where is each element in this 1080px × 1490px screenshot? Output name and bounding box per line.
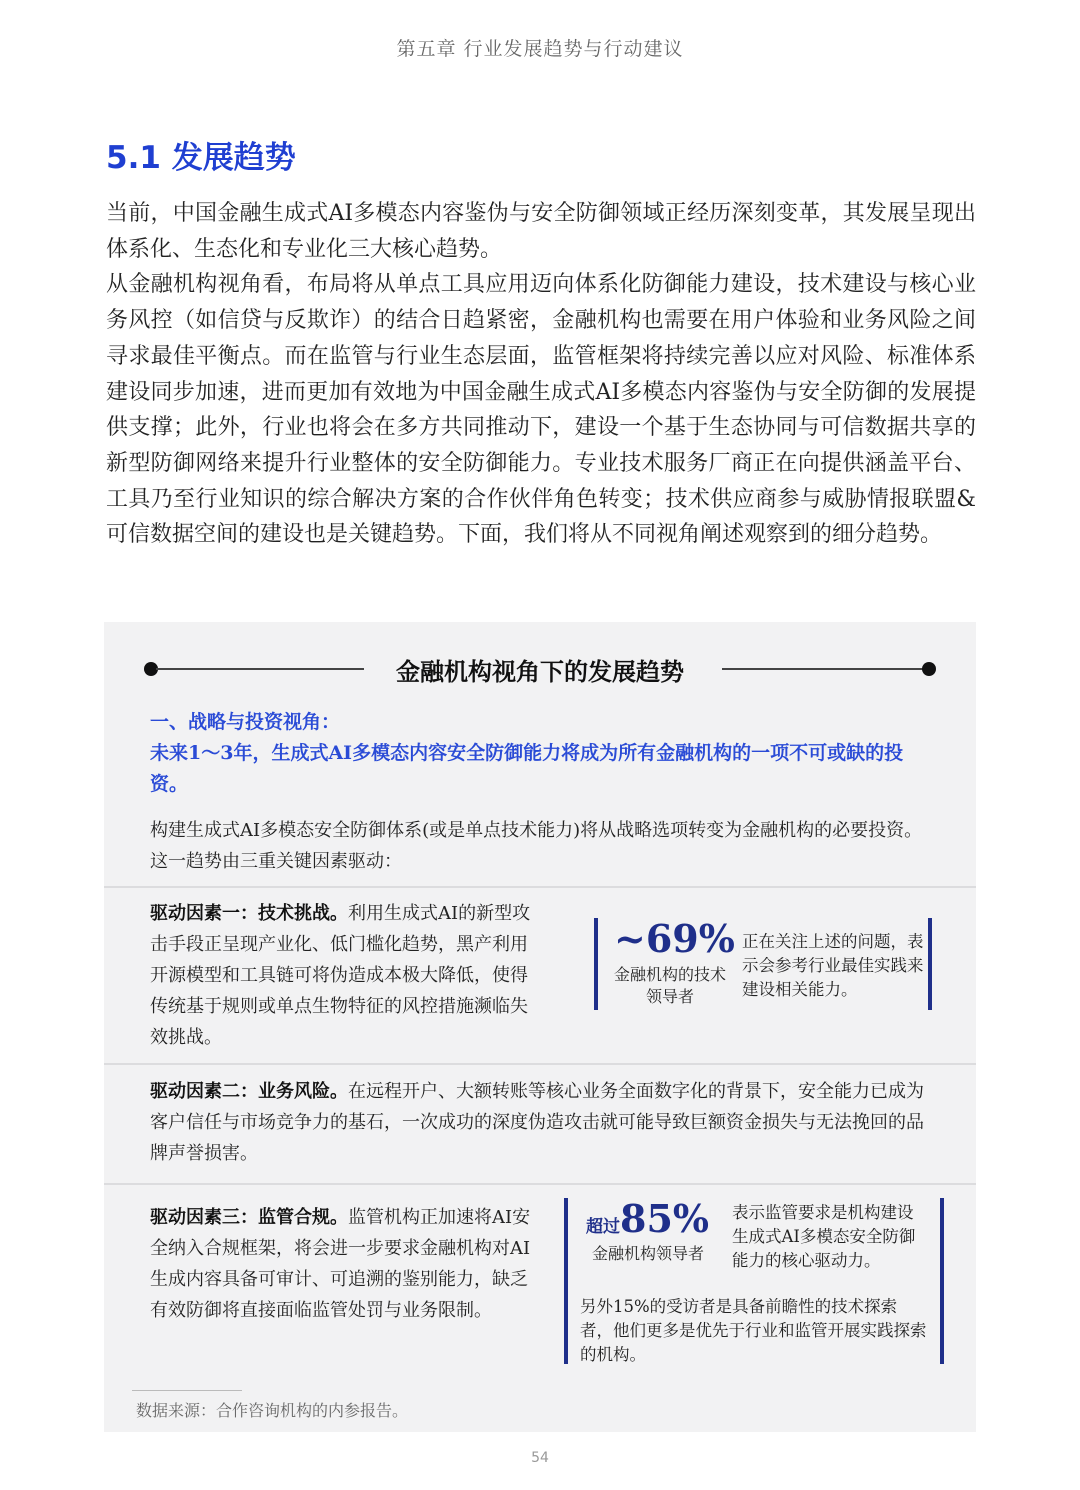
divider bbox=[104, 1183, 976, 1185]
bullet-dot-icon bbox=[922, 662, 936, 676]
chapter-header: 第五章 行业发展趋势与行动建议 bbox=[396, 38, 684, 60]
factor-1 bbox=[150, 898, 542, 1053]
divider bbox=[104, 886, 976, 888]
accent-bar bbox=[594, 918, 598, 1010]
factor-1-text: 利用生成式AI的新型攻击手段正呈现产业化、低门槛化趋势，黑产利用开源模型和工具链可将伪造成本极大降低，使得传统基于规则或单点生物特征的风控措施濒临失效挑战。 bbox=[150, 903, 531, 1048]
intro-text bbox=[106, 196, 976, 553]
factor-1-label: 驱动因素一：技术挑战。 bbox=[150, 903, 348, 924]
accent-bar bbox=[928, 918, 932, 1010]
stat-prefix: ~ bbox=[614, 916, 646, 961]
divider-line bbox=[722, 668, 928, 670]
stat-caption: 金融机构的技术领导者 bbox=[613, 965, 726, 1006]
stat-85 bbox=[586, 1196, 709, 1241]
intro-paragraph-2: 从金融机构视角看，布局将从单点工具应用迈向体系化防御能力建设，技术建设与核心业务风控（如信贷与反欺诈）的结合日趋紧密，金融机构也需要在用户体验和业务风险之间寻求最佳平衡点。而在监管与行业生态层面，监管框架将持续完善以应对风险、标准体系建设同步加速，进而更加有效地为中国金融生成式AI多模态内容鉴伪与安全防御的发展提供支撑；此外，行业也将会在多方共同推动下，建设一个基于生态协同与可信数据共享的新型防御网络来提升行业整体的安全防御能力。专业技术服务厂商正在向提供涵盖平台、工具乃至行业知识的综合解决方案的合作伙伴角色转变；技术供应商参与威胁情报联盟&可信数据空间的建设也是关键趋势。下面，我们将从不同视角阐述观察到的细分趋势。 bbox=[106, 272, 976, 548]
intro-paragraph-1: 当前，中国金融生成式AI多模态内容鉴伪与安全防御领域正经历深刻变革，其发展呈现出体系化、生态化和专业化三大核心趋势。 bbox=[106, 201, 976, 262]
accent-bar bbox=[564, 1198, 568, 1364]
data-source: 数据来源：合作咨询机构的内参报告。 bbox=[136, 1401, 409, 1420]
stat-69 bbox=[614, 916, 735, 961]
key-statement: 未来1～3年，生成式AI多模态内容安全防御能力将成为所有金融机构的一项不可或缺的投资。 bbox=[150, 742, 904, 795]
factor-2 bbox=[150, 1076, 940, 1169]
source-divider bbox=[132, 1390, 242, 1391]
panel-title: 金融机构视角下的发展趋势 bbox=[396, 657, 684, 686]
accent-bar bbox=[940, 1198, 944, 1364]
divider bbox=[104, 1063, 976, 1065]
subhead: 一、战略与投资视角： bbox=[150, 711, 341, 733]
factor-2-label: 驱动因素二：业务风险。 bbox=[150, 1081, 348, 1102]
factor-3-text: 监管机构正加速将AI安全纳入合规框架，将会进一步要求金融机构对AI生成内容具备可审计、可追溯的鉴别能力，缺乏有效防御将直接面临监管处罚与业务限制。 bbox=[150, 1207, 531, 1321]
factor-3 bbox=[150, 1202, 542, 1326]
panel-header bbox=[104, 648, 976, 690]
extra-note: 另外15%的受访者是具备前瞻性的技术探索者，他们更多是优先于行业和监管开展实践探索的机构。 bbox=[580, 1297, 927, 1364]
lead-text: 构建生成式AI多模态安全防御体系(或是单点技术能力)将从战略选项转变为金融机构的必要投资。这一趋势由三重关键因素驱动： bbox=[150, 820, 923, 872]
stat-caption: 金融机构领导者 bbox=[591, 1244, 704, 1263]
factor-2-text: 在远程开户、大额转账等核心业务全面数字化的背景下，安全能力已成为客户信任与市场竞争力的基石，一次成功的深度伪造攻击就可能导致巨额资金损失与无法挽回的品牌声誉损害。 bbox=[150, 1081, 924, 1164]
stat-note: 正在关注上述的问题，表示会参考行业最佳实践来建设相关能力。 bbox=[742, 932, 924, 999]
stat-note: 表示监管要求是机构建设生成式AI多模态安全防御能力的核心驱动力。 bbox=[732, 1203, 916, 1270]
section-title: 5.1 发展趋势 bbox=[106, 140, 296, 176]
stat-prefix: 超过 bbox=[586, 1217, 620, 1237]
factor-3-label: 驱动因素三：监管合规。 bbox=[150, 1207, 348, 1228]
page-number: 54 bbox=[531, 1450, 549, 1466]
stat-value: 69% bbox=[645, 916, 735, 961]
stat-value: 85% bbox=[620, 1196, 709, 1241]
